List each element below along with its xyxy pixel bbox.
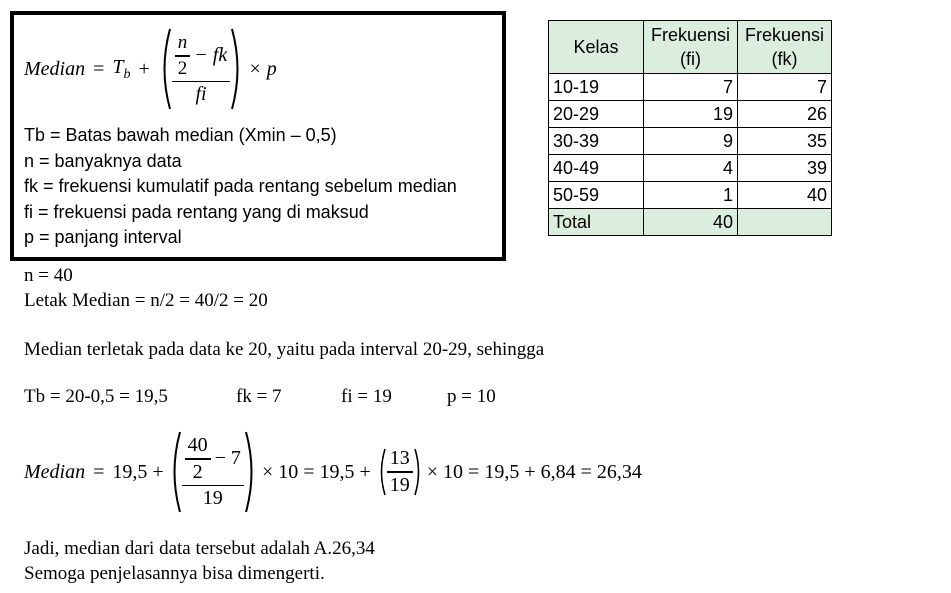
cell-kelas: 10-19 (549, 74, 644, 101)
definition-tb: Tb = Batas bawah median (Xmin – 0,5) (24, 125, 337, 145)
n-line: n = 40 (24, 265, 73, 286)
definition-n: n = banyaknya data (24, 150, 182, 171)
table-total-row (549, 209, 832, 236)
median-label: Median (24, 57, 86, 80)
left-paren-icon (377, 447, 387, 497)
cell-kelas: 30-39 (549, 128, 644, 155)
calc-times-10: × 10 = 19,5 + (261, 460, 371, 483)
times-p: × p (248, 57, 277, 80)
plus-sign: + (138, 57, 150, 80)
cell-fk: 40 (738, 182, 832, 209)
cell-fk: 7 (738, 74, 832, 101)
equals-sign: = (93, 57, 105, 80)
cell-kelas: 40-49 (549, 155, 644, 182)
header-fk: Frekuensi (fk) (738, 21, 832, 74)
cell-fi: 1 (644, 182, 738, 209)
fk-value: fk = 7 (236, 386, 282, 407)
calc-fraction-1: $\frac{40}{2}$ − 7 19 (182, 434, 244, 510)
letak-median-line: Letak Median = n/2 = 40/2 = 20 (24, 290, 268, 311)
table-row (549, 101, 832, 128)
calc-result: × 10 = 19,5 + 6,84 = 26,34 (426, 460, 642, 483)
right-paren-icon (230, 27, 244, 111)
frequency-table (548, 20, 832, 236)
definitions-list (24, 123, 457, 251)
left-paren-icon (158, 27, 172, 111)
definition-fk: fk = frekuensi kumulatif pada rentang sebelum median (24, 176, 457, 196)
definition-fi: fi = frekuensi pada rentang yang di maksud (24, 201, 369, 222)
formula-box (10, 11, 506, 261)
closing-line: Semoga penjelasannya bisa dimengerti. (24, 563, 325, 584)
cell-fi: 7 (644, 74, 738, 101)
table-row (549, 128, 832, 155)
calc-median-label: Median (24, 460, 86, 483)
definition-p: p = panjang interval (24, 227, 182, 247)
calc-fraction-2: $\frac{13}{19}$ (387, 447, 413, 497)
right-paren-icon (244, 430, 258, 514)
cell-fk: 35 (738, 128, 832, 155)
header-fi: Frekuensi (fi) (644, 21, 738, 74)
cell-kelas: 50-59 (549, 182, 644, 209)
cell-total-label: Total (549, 209, 644, 236)
tb-symbol: $T_b$ (112, 55, 131, 82)
cell-total-fi: 40 (644, 209, 738, 236)
cell-fk: 26 (738, 101, 832, 128)
cell-kelas: 20-29 (549, 101, 644, 128)
cell-total-fk (738, 209, 832, 236)
cell-fi: 19 (644, 101, 738, 128)
tb-value: Tb = 20-0,5 = 19,5 (24, 386, 168, 407)
median-calculation (24, 430, 642, 514)
left-paren-icon (168, 430, 182, 514)
cell-fk: 39 (738, 155, 832, 182)
p-value: p = 10 (447, 386, 496, 407)
cell-fi: 4 (644, 155, 738, 182)
right-paren-icon (413, 447, 423, 497)
conclusion-line: Jadi, median dari data tersebut adalah A.26,34 (24, 538, 375, 559)
calc-tb: 19,5 + (112, 460, 164, 483)
table-row (549, 155, 832, 182)
median-terletak-line: Median terletak pada data ke 20, yaitu pada interval 20-29, sehingga (24, 339, 545, 360)
table-row (549, 182, 832, 209)
header-kelas: Kelas (549, 21, 644, 74)
table-row (549, 74, 832, 101)
fi-value: fi = 19 (341, 386, 392, 407)
table-header-row (549, 21, 832, 74)
cell-fi: 9 (644, 128, 738, 155)
formula-fraction: $\frac{n}{2}$ − fk fi (172, 32, 230, 106)
calc-equals: = (93, 460, 105, 483)
median-formula (24, 27, 277, 111)
